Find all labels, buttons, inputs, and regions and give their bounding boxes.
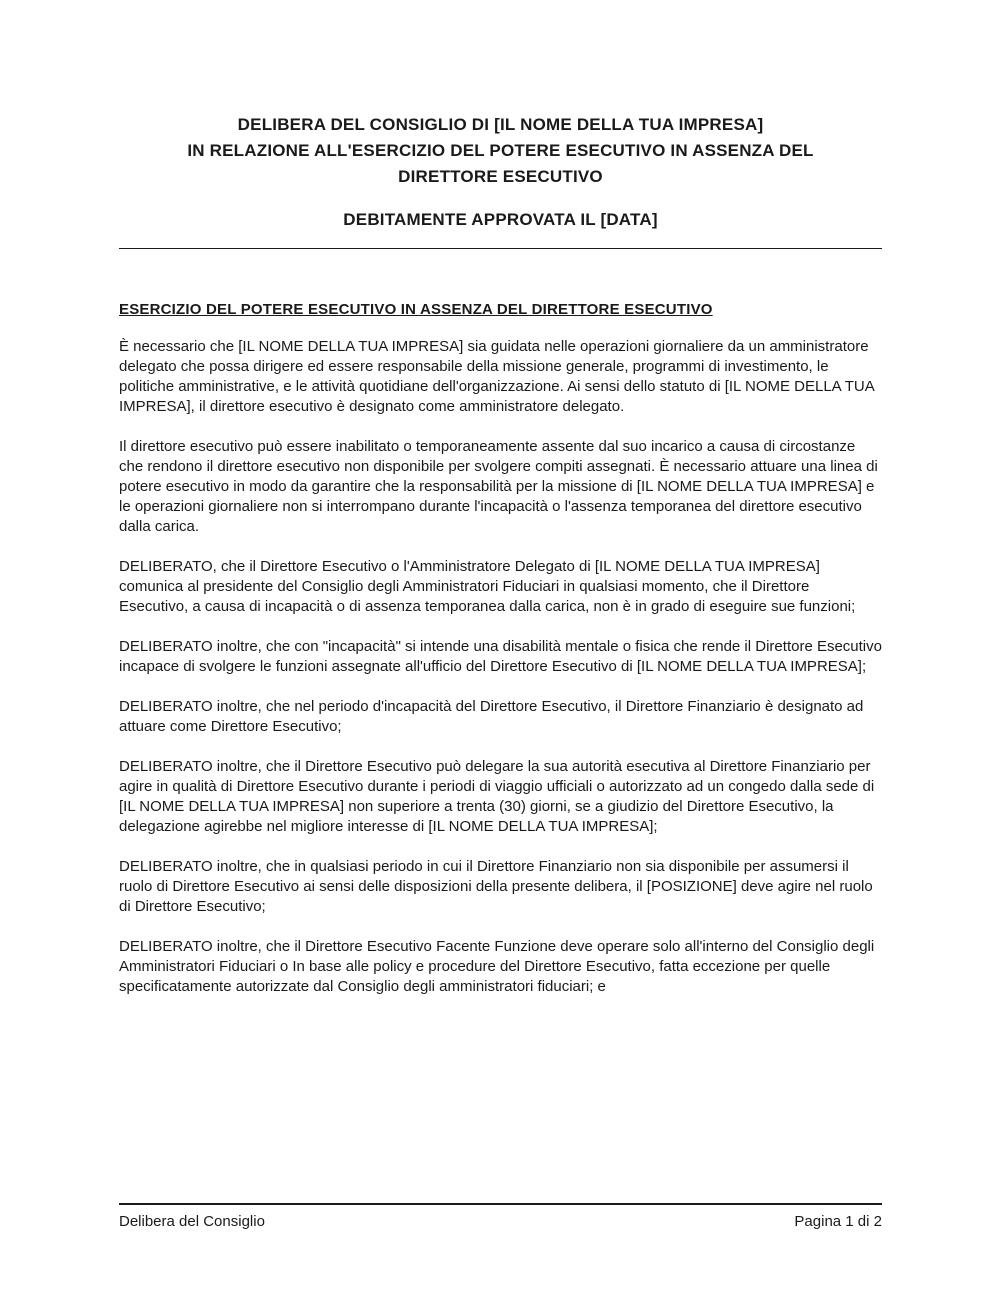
approval-subtitle: DEBITAMENTE APPROVATA IL [DATA] (343, 210, 658, 229)
paragraph-7: DELIBERATO inoltre, che in qualsiasi periodo in cui il Direttore Finanziario non sia disponibile per assumersi il ruolo di Direttore Esecutivo ai sensi delle disposizioni della presente delibera, il [POSIZIONE] deve agire nel ruolo di Direttore Esecutivo; (119, 858, 873, 915)
title-divider (119, 248, 882, 249)
footer-document-name: Delibera del Consiglio (119, 1213, 265, 1230)
footer-page-number: Pagina 1 di 2 (794, 1213, 882, 1230)
paragraph-6: DELIBERATO inoltre, che il Direttore Esecutivo può delegare la sua autorità esecutiva al Direttore Finanziario per agire in qualità di Direttore Esecutivo durante i periodi di viaggio ufficiali o autorizzato ad un congedo dalla sede di [IL NOME DELLA TUA IMPRESA] non superiore a trenta (30) giorni, se a giudizio del Direttore Esecutivo, la delegazione agirebbe nel migliore interesse di [IL NOME DELLA TUA IMPRESA]; (119, 758, 875, 835)
paragraph-5: DELIBERATO inoltre, che nel periodo d'incapacità del Direttore Esecutivo, il Direttore Finanziario è designato ad attuare come Direttore Esecutivo; (119, 698, 864, 735)
document-title-line-1: DELIBERA DEL CONSIGLIO DI [IL NOME DELLA TUA IMPRESA] (237, 115, 764, 134)
paragraph-3: DELIBERATO, che il Direttore Esecutivo o l'Amministratore Delegato di [IL NOME DELLA TUA IMPRESA] comunica al presidente del Consiglio degli Amministratori Fiduciari in qualsiasi momento, che il Direttore Esecutivo, a causa di incapacità o di assenza temporanea dalla carica, non è in grado di eseguire sue funzioni; (119, 558, 856, 615)
document-title (119, 112, 882, 190)
document-title-line-3: DIRETTORE ESECUTIVO (398, 167, 603, 186)
paragraph-1: È necessario che [IL NOME DELLA TUA IMPRESA] sia guidata nelle operazioni giornaliere da un amministratore delegato che possa dirigere ed essere responsabile della missione generale, programmi di investimento, le politiche amministrative, e le attività quotidiane dell'organizzazione. Ai sensi dello statuto di [IL NOME DELLA TUA IMPRESA], il direttore esecutivo è designato come amministratore delegato. (119, 338, 874, 415)
section-heading: ESERCIZIO DEL POTERE ESECUTIVO IN ASSENZA DEL DIRETTORE ESECUTIVO (119, 301, 713, 318)
footer-divider (119, 1203, 882, 1205)
paragraph-8: DELIBERATO inoltre, che il Direttore Esecutivo Facente Funzione deve operare solo all'interno del Consiglio degli Amministratori Fiduciari o In base alle policy e procedure del Direttore Esecutivo, fatta eccezione per quelle specificatamente autorizzate dal Consiglio degli amministratori fiduciari; e (119, 938, 875, 995)
paragraph-2: Il direttore esecutivo può essere inabilitato o temporaneamente assente dal suo incarico a causa di circostanze che rendono il direttore esecutivo non disponibile per svolgere compiti assegnati. È necessario attuare una linea di potere esecutivo in modo da garantire che la responsabilità per la missione di [IL NOME DELLA TUA IMPRESA] e le operazioni giornaliere non si interrompano durante l'incapacità o l'assenza temporanea del direttore esecutivo dalla carica. (119, 438, 878, 535)
page-footer (119, 1203, 882, 1232)
document-title-line-2: IN RELAZIONE ALL'ESERCIZIO DEL POTERE ESECUTIVO IN ASSENZA DEL (187, 141, 814, 160)
paragraph-4: DELIBERATO inoltre, che con "incapacità" si intende una disabilità mentale o fisica che rende il Direttore Esecutivo incapace di svolgere le funzioni assegnate all'ufficio del Direttore Esecutivo di [IL NOME DELLA TUA IMPRESA]; (119, 638, 882, 675)
document-body (119, 337, 882, 997)
document-content (119, 0, 882, 1017)
